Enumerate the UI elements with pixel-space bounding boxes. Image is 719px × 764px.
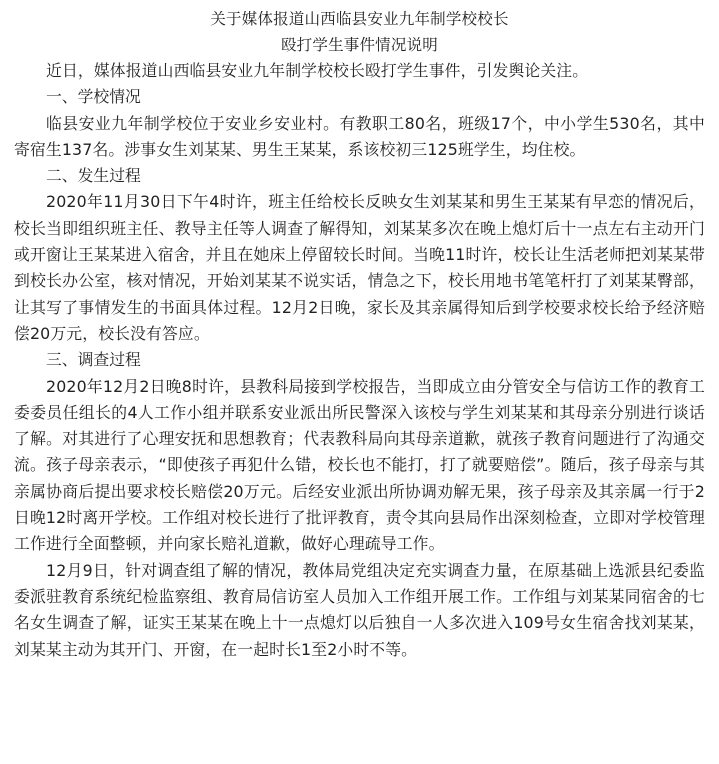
- intro-paragraph: 近日，媒体报道山西临县安业九年制学校校长殴打学生事件，引发舆论关注。: [46, 61, 589, 80]
- section-2-paragraph: 2020年11月30日下午4时许，班主任给校长反映女生刘某某和男生王某某有早恋的情况后，校长当即组织班主任、教导主任等人调查了解得知，刘某某多次在晚上熄灯后十一点左右主动开门或开窗让王某某进入宿舍，并且在她床上停留较长时间。当晚11时许，校长让生活老师把刘某某带到校长办公室，核对情况，开始刘某某不说实话，情急之下，校长用地书笔笔杆打了刘某某臀部，让其写了事情发生的书面具体过程。12月2日晚，家长及其亲属得知后到学校要求校长给予经济赔偿20万元，校长没有答应。: [14, 192, 705, 343]
- section-1-paragraph: 临县安业九年制学校位于安业乡安业村。有教职工80名，班级17个，中小学生530名，其中寄宿生137名。涉事女生刘某某、男生王某某，系该校初三125班学生，均住校。: [14, 113, 705, 159]
- section-1-heading: 一、学校情况: [46, 87, 141, 107]
- section-3-heading: 三、调查过程: [46, 350, 141, 370]
- document-title-line-2: 殴打学生事件情况说明: [280, 36, 438, 54]
- section-3-paragraph-2: 12月9日，针对调查组了解的情况，教体局党组决定充实调查力量，在原基础上选派县纪委监委派驻教育系统纪检监察组、教育局信访室人员加入工作组开展工作。工作组与刘某某同宿舍的七名女生调查了解，证实王某某在晚上十一点熄灯以后独自一人多次进入109号女生宿舍找刘某某，刘某某主动为其开门、开窗，在一起时长1至2小时不等。: [14, 560, 705, 659]
- section-2-heading: 二、发生过程: [46, 166, 141, 186]
- document-title-line-1: 关于媒体报道山西临县安业九年制学校校长: [210, 10, 509, 28]
- section-3-paragraph-1: 2020年12月2日晚8时许，县教科局接到学校报告，当即成立由分管安全与信访工作的教育工委委员任组长的4人工作小组并联系安业派出所民警深入该校与学生刘某某和其母亲分别进行谈话了解。对其进行了心理安抚和思想教育；代表教科局向其母亲道歉，就孩子教育问题进行了沟通交流。孩子母亲表示，“即使孩子再犯什么错，校长也不能打，打了就要赔偿”。随后，孩子母亲与其亲属协商后提出要求校长赔偿20万元。后经安业派出所协调劝解无果，孩子母亲及其亲属一行于2日晚12时离开学校。工作组对校长进行了批评教育，责令其向县局作出深刻检查，立即对学校管理工作进行全面整顿，并向家长赔礼道歉，做好心理疏导工作。: [14, 376, 705, 554]
